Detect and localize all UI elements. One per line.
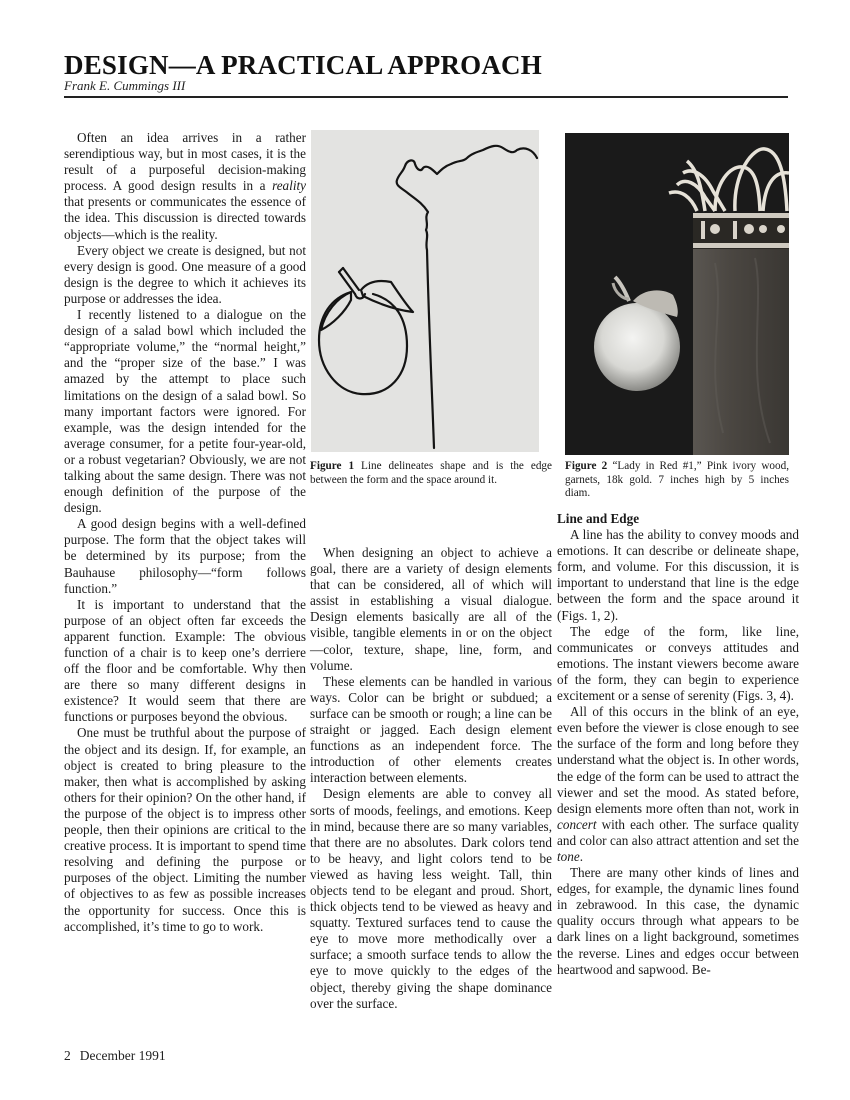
column-1 [64, 130, 306, 935]
paragraph: A good design begins with a well-defined purpose. The form that the object takes will be determined by its purpose; from the Bauhause philosophy—“form follows function.” [64, 516, 306, 596]
paragraph: There are many other kinds of lines and edges, for example, the dynamic lines found in zebrawood. In this case, the dynamic quality occurs through what appears to be dark lines on a light background, sometimes the reverse. Lines and edges occur between heartwood and sapwood. Be- [557, 865, 799, 977]
section-heading: Line and Edge [557, 511, 640, 526]
figure-1-image [311, 130, 539, 452]
paragraph: One must be truthful about the purpose of the object and its design. If, for example, an object is created to bring pleasure to the maker, then what is accomplished by asking others for their opinion? On the other hand, if the purpose of the object is to impress other people, then their opinions are critical to the creative process. It is important to spend time resolving and defining the purpose or purposes of the object. Limiting the number of objectives to as few as possible increases the opportunity for success. Once this is accomplished, it’s time to go to work. [64, 725, 306, 934]
paragraph: I recently listened to a dialogue on the design of a salad bowl which included the “appropriate volume,” the “normal height,” and the “proper size of the base.” I was amazed by the attempt to place such limitations on the design of a salad bowl. So many important factors were ignored. For example, was the design intended for the average consumer, for a petite four-year-old, or a robust vegetarian? Obviously, we are not talking about the same design. There was not enough definition of the purpose of the design. [64, 307, 306, 516]
paragraph: When designing an object to achieve a goal, there are a variety of design elements that can be considered, all of which will assist in establishing a visual dialogue. Design elements basically are all of the visible, tangible elements in or on the object—color, texture, shape, line, form, and volume. [310, 545, 552, 673]
paragraph: Every object we create is designed, but not every design is good. One measure of a good design is the degree to which it achieves its purpose or addresses the idea. [64, 242, 306, 306]
column-3 [557, 511, 799, 978]
figure-1-caption: Figure 1 Line delineates shape and is the edge between the form and the space around it. [310, 460, 552, 486]
article-title: DESIGN—A PRACTICAL APPROACH [64, 50, 542, 80]
page-number: 2 [64, 1048, 71, 1063]
emphasis: tone [557, 848, 580, 864]
figure-2-caption: Figure 2 “Lady in Red #1,” Pink ivory wood, garnets, 18k gold. 7 inches high by 5 inches diam. [565, 460, 789, 499]
figure-2-image [565, 133, 789, 455]
paragraph: The edge of the form, like line, communicates or conveys attitudes and emotions. The instant viewers become aware of the form, they can begin to experience excitement or a sense of serenity (Figs. 3, 4). [557, 623, 799, 704]
article-author: Frank E. Cummings III [64, 78, 186, 93]
header-rule [64, 96, 788, 98]
line-drawing-icon [311, 130, 539, 452]
paragraph: These elements can be handled in various ways. Color can be bright or subdued; a surface can be smooth or rough; a line can be straight or jagged. Each design element functions as an independent force. The introduction of other elements creates interaction between elements. [310, 673, 552, 786]
figure-label: Figure 2 [565, 460, 608, 472]
paragraph: It is important to understand that the purpose of an object often far exceeds the apparent function. Example: The obvious function of a chair is to keep one’s derriere off the floor and be comfortable. Why then are there so many different designs in existence? It would seem that there are functions or purposes beyond the obvious. [64, 596, 306, 725]
paragraph: Design elements are able to convey all sorts of moods, feelings, and emotions. Keep in mind, because there are so many variables, that there are no absolutes. Dark colors tend to be heavy, and light colors tend to be viewed as having less weight. Tall, thin objects tend to be elegant and proud. Short, thick objects tend to be viewed as heavy and squatty. Textured surfaces tend to cause the eye to move more methodically over a surface; a smooth surface tends to allow the eye to move quickly to the edges of the object, thereby giving the shape dominance over the surface. [310, 786, 552, 1011]
emphasis: concert [557, 816, 597, 832]
paragraph: A line has the ability to convey moods and emotions. It can describe or delineate shape, form, and volume. For this discussion, it is important to understand that line is the edge between the form and the space around it (Figs. 1, 2). [557, 527, 799, 623]
issue-date: December 1991 [79, 1048, 166, 1063]
photograph-icon [565, 133, 789, 455]
paragraph: Often an idea arrives in a rather serendiptious way, but in most cases, it is the result of a purposeful decision-making process. A good design results in a reality that presents or communicates the essence of the idea. This discussion is directed towards objects—which is the reality. [64, 130, 306, 242]
column-2 [310, 545, 552, 1012]
paragraph: All of this occurs in the blink of an eye, even before the viewer is close enough to see the surface of the form and long before they understand what the object is. In other words, the edge of the form can be used to attract the viewer and set the mood. As stated before, design elements more often than not, work in concert with each other. The surface quality and color can also attract attention and set the tone. [557, 704, 799, 864]
emphasis: reality [272, 178, 306, 194]
page-folio [64, 1048, 166, 1064]
figure-label: Figure 1 [310, 460, 355, 472]
